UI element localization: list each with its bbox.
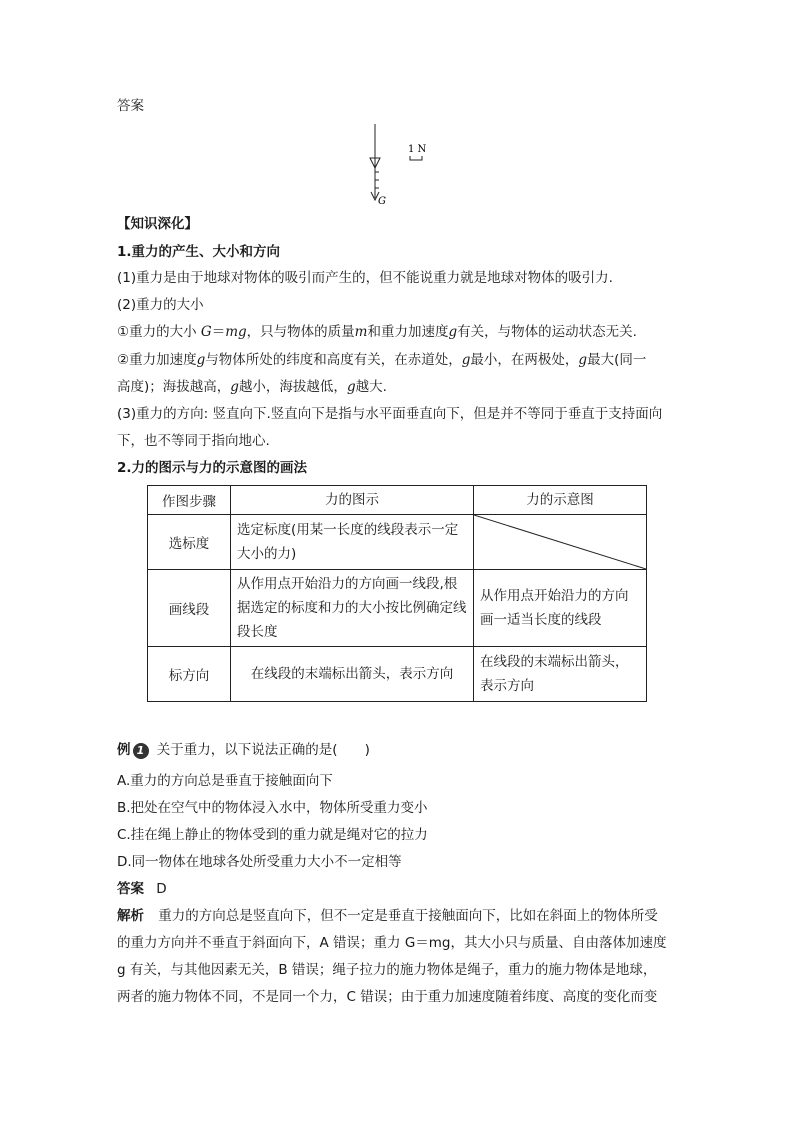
answer-value: D <box>156 881 167 897</box>
diagonal-line <box>474 515 646 569</box>
table-header: 力的图示 <box>231 486 474 515</box>
example-question <box>117 740 370 760</box>
table-cell-schematic-empty <box>474 515 647 570</box>
analysis-line-2: 的重力方向并不垂直于斜面向下，A 错误；重力 G＝mg，其大小只与质量、自由落体加速度 <box>117 935 667 951</box>
example-label: 例 <box>117 742 131 758</box>
section-heading: 【知识深化】 <box>117 216 198 232</box>
table-cell-schematic: 从作用点开始沿力的方向画一适当长度的线段 <box>474 570 647 647</box>
option-a: A.重力的方向总是垂直于接触面向下 <box>117 773 333 789</box>
scale-bracket <box>410 156 422 160</box>
answer-row <box>117 879 167 899</box>
paragraph-3: ①重力的大小 G＝mg，只与物体的质量m和重力加速度g有关，与物体的运动状态无关. <box>117 324 637 340</box>
analysis-label: 解析 <box>117 908 144 924</box>
paragraph-5: 高度)；海拔越高，g越小，海拔越低，g越大. <box>117 379 387 395</box>
analysis-line-3: g 有关，与其他因素无关，B 错误；绳子拉力的施力物体是绳子，重力的施力物体是地球， <box>117 962 657 978</box>
paragraph-7: 下，也不等同于指向地心. <box>117 433 270 449</box>
table-cell-schematic: 在线段的末端标出箭头，表示方向 <box>474 647 647 702</box>
option-c: C.挂在绳上静止的物体受到的重力就是绳对它的拉力 <box>117 827 428 843</box>
paragraph-1: (1)重力是由于地球对物体的吸引而产生的，但不能说重力就是地球对物体的吸引力. <box>117 270 613 286</box>
table-header-row <box>148 486 647 515</box>
item1-title: 1.重力的产生、大小和方向 <box>117 244 281 260</box>
answer-label: 答案 <box>117 881 144 897</box>
answer-label-top: 答案 <box>117 98 144 114</box>
table-row <box>148 570 647 647</box>
table-cell-graphic: 从作用点开始沿力的方向画一线段,根据选定的标度和力的大小按比例确定线段长度 <box>231 570 474 647</box>
analysis-line-4: 两者的施力物体不同，不是同一个力，C 错误；由于重力加速度随着纬度、高度的变化而变 <box>117 989 658 1005</box>
table-cell-step: 画线段 <box>148 570 231 647</box>
example-number-icon: 1 <box>133 743 149 759</box>
paragraph-2: (2)重力的大小 <box>117 297 204 313</box>
table-header: 作图步骤 <box>148 486 231 515</box>
force-label: G <box>378 196 386 207</box>
table-cell-step: 选标度 <box>148 515 231 570</box>
table-header: 力的示意图 <box>474 486 647 515</box>
drawing-steps-table <box>147 485 647 702</box>
item2-title: 2.力的图示与力的示意图的画法 <box>117 460 308 476</box>
table-row <box>148 515 647 570</box>
table-cell-graphic: 选定标度(用某一长度的线段表示一定大小的力) <box>231 515 474 570</box>
question-text: 关于重力，以下说法正确的是( ) <box>156 742 370 758</box>
table-cell-graphic: 在线段的末端标出箭头，表示方向 <box>231 647 474 702</box>
analysis-line-1: 解析 重力的方向总是竖直向下，但不一定是垂直于接触面向下，比如在斜面上的物体所受 <box>117 908 658 924</box>
option-d: D.同一物体在地球各处所受重力大小不一定相等 <box>117 854 402 870</box>
table-cell-step: 标方向 <box>148 647 231 702</box>
force-diagram-svg <box>360 122 430 208</box>
paragraph-6: (3)重力的方向: 竖直向下.竖直向下是指与水平面垂直向下，但是并不等同于垂直于支持面向 <box>117 406 663 422</box>
table-row <box>148 647 647 702</box>
gravity-force-diagram <box>360 122 430 208</box>
scale-label: 1 N <box>408 144 427 155</box>
option-b: B.把处在空气中的物体浸入水中，物体所受重力变小 <box>117 800 428 816</box>
paragraph-4: ②重力加速度g与物体所处的纬度和高度有关，在赤道处，g最小，在两极处，g最大(同一 <box>117 352 647 368</box>
